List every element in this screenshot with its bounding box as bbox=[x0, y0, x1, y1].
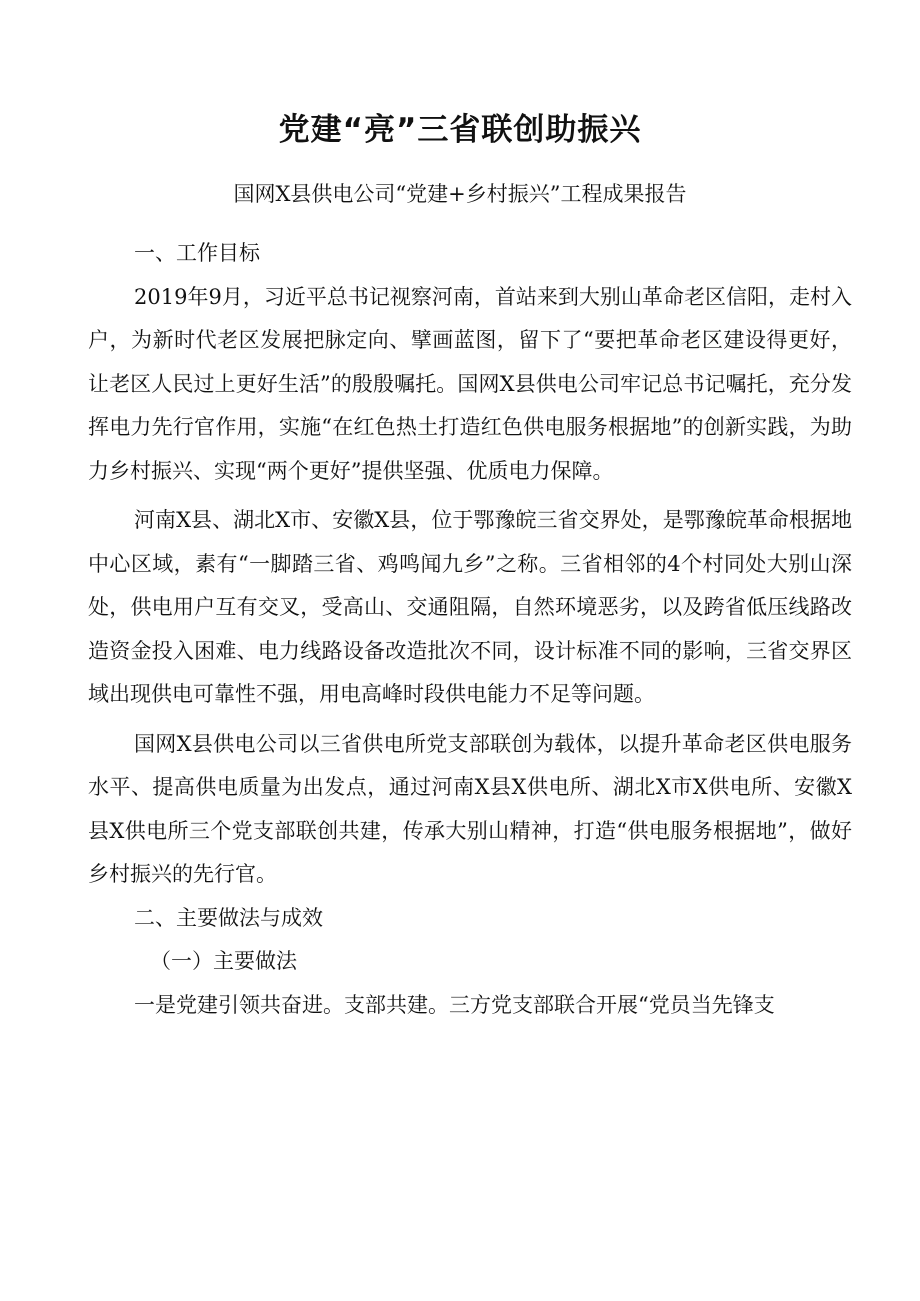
paragraph: 河南X县、湖北X市、安徽X县，位于鄂豫皖三省交界处，是鄂豫皖革命根据地中心区域，素有“一脚踏三省、鸡鸣闻九乡”之称。三省相邻的4个村同处大别山深处，供电用户互有交叉，受高山、交通阻隔，自然环境恶劣，以及跨省低压线路改造资金投入困难、电力线路设备改造批次不同，设计标准不同的影响，三省交界区域出现供电可靠性不强，用电高峰时段供电能力不足等问题。 bbox=[88, 508, 852, 706]
paragraph: 国网X县供电公司以三省供电所党支部联创为载体，以提升革命老区供电服务水平、提高供电质量为出发点，通过河南X县X供电所、湖北X市X供电所、安徽X县X供电所三个党支部联创共建，传承大别山精神，打造“供电服务根据地”，做好乡村振兴的先行官。 bbox=[88, 731, 852, 886]
subsection-heading-methods: （一）主要做法 bbox=[150, 949, 297, 973]
section-heading-goals: 一、工作目标 bbox=[134, 241, 260, 265]
section-heading-methods: 二、主要做法与成效 bbox=[134, 905, 323, 930]
document-body bbox=[88, 232, 852, 1027]
paragraph: 2019年9月，习近平总书记视察河南，首站来到大别山革命老区信阳，走村入户，为新时代老区发展把脉定向、擘画蓝图，留下了“要把革命老区建设得更好，让老区人民过上更好生活”的殷殷嘱托。国网X县供电公司牢记总书记嘱托，充分发挥电力先行官作用，实施“在红色热土打造红色供电服务根据地”的创新实践，为助力乡村振兴、实现“两个更好”提供坚强、优质电力保障。 bbox=[88, 284, 852, 483]
document-title: 党建“亮”三省联创助振兴 bbox=[278, 112, 642, 148]
document-subtitle: 国网X县供电公司“党建+乡村振兴”工程成果报告 bbox=[233, 182, 687, 206]
paragraph: 一是党建引领共奋进。支部共建。三方党支部联合开展“党员当先锋支 bbox=[134, 992, 775, 1017]
